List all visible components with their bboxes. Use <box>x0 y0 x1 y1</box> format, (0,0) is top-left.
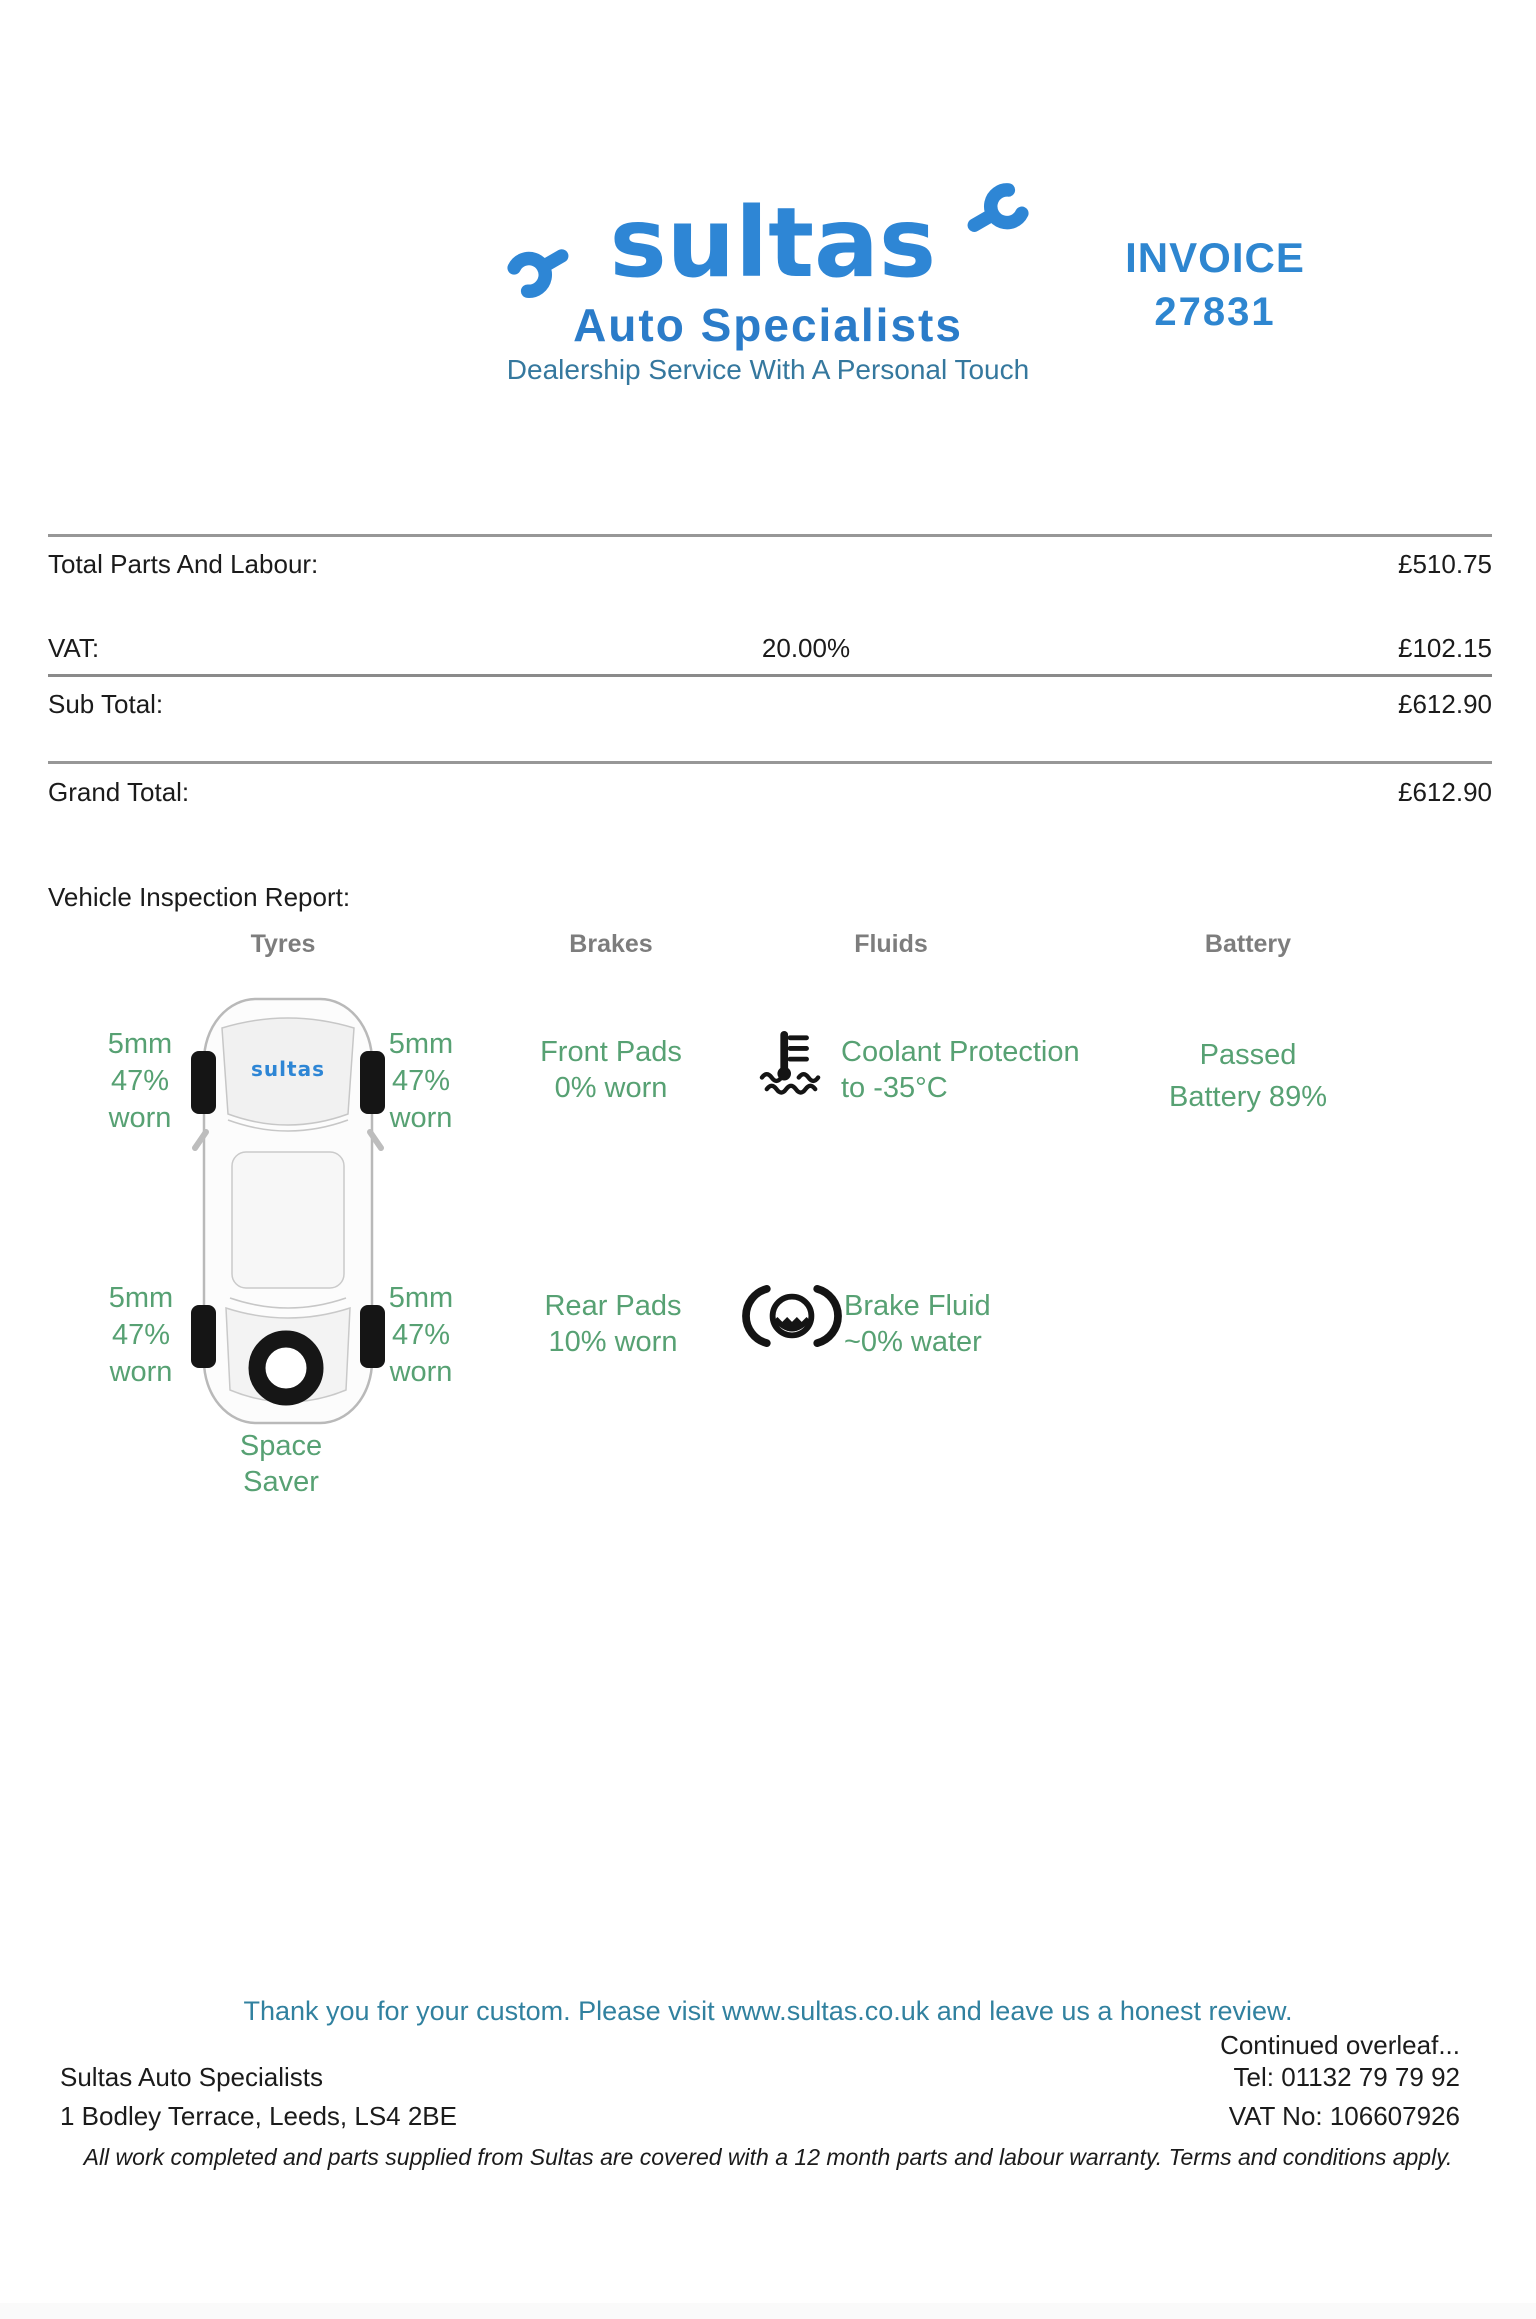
tyre-rear-left-reading <box>109 1280 173 1391</box>
tyre-depth: 5mm <box>108 1282 174 1314</box>
brake-fluid-value: ~0% water <box>844 1326 982 1358</box>
sub-total-value: £612.90 <box>1398 689 1492 719</box>
tyre-wear-word: worn <box>109 1356 173 1388</box>
brand-wordmark: sultas <box>609 187 937 300</box>
company-phone: Tel: 01132 79 79 92 <box>1233 2062 1460 2092</box>
totals-rule-grand <box>48 761 1492 764</box>
tyre-rear-left-shape <box>191 1305 216 1368</box>
company-name: Sultas Auto Specialists <box>60 2062 324 2092</box>
front-pads-label: Front Pads <box>540 1036 682 1068</box>
page-bottom-edge <box>0 2303 1536 2319</box>
battery-result: Passed <box>1199 1039 1297 1071</box>
sub-total-label: Sub Total: <box>48 689 164 719</box>
tyre-depth: 5mm <box>107 1028 173 1060</box>
vat-rate: 20.00% <box>761 633 851 663</box>
rear-pads-label: Rear Pads <box>544 1290 682 1322</box>
invoice-number: 27831 <box>1154 290 1276 334</box>
brand-logo <box>498 180 1038 305</box>
brand-tagline: Dealership Service With A Personal Touch <box>506 354 1030 385</box>
brake-fluid-status <box>844 1288 991 1360</box>
rear-pads-wear: 10% worn <box>548 1326 678 1358</box>
tyre-wear-pct: 47% <box>391 1319 451 1351</box>
column-header-tyres: Tyres <box>250 930 316 958</box>
company-address: 1 Bodley Terrace, Leeds, LS4 2BE <box>60 2101 457 2131</box>
tyre-wear-word: worn <box>108 1102 172 1134</box>
warranty-note: All work completed and parts supplied from Sultas are covered with a 12 month parts and labour warranty. Terms and conditions apply. <box>83 2144 1453 2170</box>
grand-total-value: £612.90 <box>1398 777 1492 807</box>
front-pads-wear: 0% worn <box>554 1072 668 1104</box>
spare-line-2: Saver <box>243 1466 319 1498</box>
brake-warning-icon <box>753 1284 831 1348</box>
tyre-front-left-reading <box>108 1026 172 1137</box>
wrench-icon-right <box>966 187 1023 239</box>
tyre-depth: 5mm <box>388 1028 454 1060</box>
coolant-value: to -35°C <box>841 1072 948 1104</box>
totals-rule-mid <box>48 674 1492 677</box>
rear-pads-status <box>544 1288 681 1360</box>
company-vat-number: VAT No: 106607926 <box>1228 2101 1460 2131</box>
totals-rule-top <box>48 534 1492 537</box>
wrench-icon-left <box>513 242 570 294</box>
inspection-title: Vehicle Inspection Report: <box>48 882 351 912</box>
spare-line-1: Space <box>239 1430 323 1462</box>
tyre-wear-word: worn <box>389 1356 453 1388</box>
thank-you-note: Thank you for your custom. Please visit www.sultas.co.uk and leave us a honest review. <box>243 1996 1293 2026</box>
invoice-label: INVOICE <box>1125 234 1305 281</box>
tyre-rear-right-reading <box>389 1280 453 1391</box>
car-brand-badge: sultas <box>251 1057 325 1081</box>
spare-wheel-shape <box>257 1339 315 1397</box>
vat-label: VAT: <box>48 633 100 663</box>
column-header-fluids: Fluids <box>854 930 928 958</box>
tyre-wear-pct: 47% <box>111 1319 171 1351</box>
coolant-label: Coolant Protection <box>841 1036 1080 1068</box>
tyre-front-left-shape <box>191 1051 216 1114</box>
brand-subtitle: Auto Specialists <box>573 299 963 351</box>
tyre-front-right-shape <box>360 1051 385 1114</box>
column-header-brakes: Brakes <box>569 930 653 958</box>
tyre-wear-pct: 47% <box>110 1065 170 1097</box>
vat-value: £102.15 <box>1398 633 1492 663</box>
total-parts-labour-label: Total Parts And Labour: <box>48 549 319 579</box>
battery-status <box>1169 1034 1327 1118</box>
tyre-rear-right-shape <box>360 1305 385 1368</box>
spare-wheel-label <box>240 1428 322 1500</box>
battery-charge: Battery 89% <box>1169 1081 1327 1113</box>
car-top-view-diagram <box>200 996 376 1426</box>
tyre-wear-pct: 47% <box>391 1065 451 1097</box>
total-parts-labour-value: £510.75 <box>1398 549 1492 579</box>
continued-overleaf: Continued overleaf... <box>1220 2030 1460 2060</box>
brake-fluid-label: Brake Fluid <box>844 1290 991 1322</box>
tyre-wear-word: worn <box>389 1102 453 1134</box>
column-header-battery: Battery <box>1204 930 1292 958</box>
tyre-depth: 5mm <box>388 1282 454 1314</box>
grand-total-label: Grand Total: <box>48 777 190 807</box>
tyre-front-right-reading <box>389 1026 453 1137</box>
front-pads-status <box>540 1034 682 1106</box>
coolant-status <box>841 1034 1080 1106</box>
coolant-temperature-icon <box>760 1030 822 1096</box>
invoice-badge <box>1095 234 1335 335</box>
